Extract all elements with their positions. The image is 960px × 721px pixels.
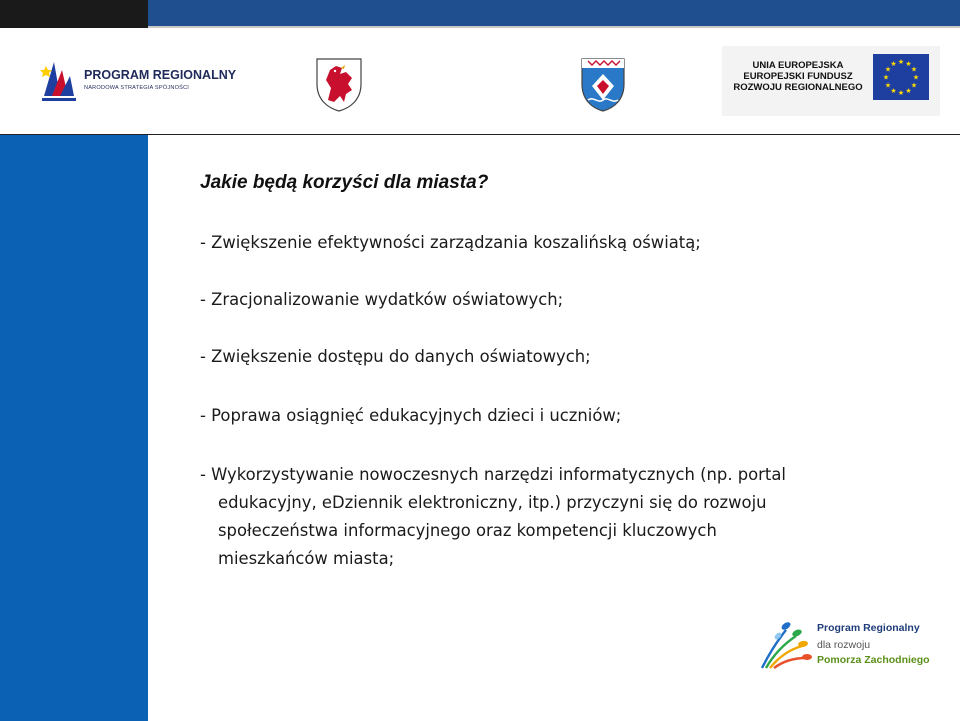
griffin-crest-icon — [314, 56, 364, 112]
svg-text:★: ★ — [884, 81, 892, 90]
top-strip — [148, 0, 960, 28]
eu-logo-line-1: UNIA EUROPEJSKA — [752, 60, 844, 71]
pomorze-wave-icon — [756, 612, 814, 672]
svg-text:★: ★ — [905, 60, 912, 68]
footer-logo-line-2: dla rozwoju — [817, 639, 871, 651]
svg-text:★: ★ — [912, 73, 920, 82]
benefit-item-5-line-1: - Wykorzystywanie nowoczesnych narzędzi informatycznych (np. portal — [200, 465, 786, 484]
eu-fund-logo — [722, 46, 940, 116]
svg-text:★: ★ — [890, 87, 897, 95]
eu-logo-line-3: ROZWOJU REGIONALNEGO — [733, 82, 863, 93]
slide-question: Jakie będą korzyści dla miasta? — [200, 172, 489, 193]
eu-flag-icon — [873, 54, 929, 100]
pomorze-zachodnie-logo — [756, 612, 956, 672]
benefit-item-4: - Poprawa osiągnięć edukacyjnych dzieci i uczniów; — [200, 406, 622, 425]
benefit-item-5 — [200, 461, 786, 573]
city-crest-icon — [580, 56, 626, 112]
eu-logo-line-2: EUROPEJSKI FUNDUSZ — [743, 71, 853, 82]
svg-text:★: ★ — [897, 58, 905, 66]
program-regionalny-logo — [40, 56, 240, 108]
footer-logo-line-3: Pomorza Zachodniego — [817, 654, 930, 666]
svg-text:★: ★ — [884, 65, 892, 74]
svg-text:★: ★ — [882, 73, 890, 82]
svg-text:★: ★ — [890, 60, 897, 68]
program-logo-subtitle: NARODOWA STRATEGIA SPÓJNOŚCI — [84, 85, 190, 91]
program-logo-title: PROGRAM REGIONALNY — [84, 68, 237, 82]
benefit-item-2: - Zracjonalizowanie wydatków oświatowych; — [200, 290, 564, 309]
griffin-coat-of-arms — [314, 56, 364, 117]
svg-text:★: ★ — [897, 89, 905, 97]
nss-logo-icon — [40, 56, 80, 108]
svg-text:★: ★ — [910, 65, 918, 74]
benefit-item-1: - Zwiększenie efektywności zarządzania koszalińską oświatą; — [200, 233, 701, 252]
svg-text:★: ★ — [910, 81, 918, 90]
footer-logo-line-1: Program Regionalny — [817, 622, 920, 634]
benefit-item-5-line-4: mieszkańców miasta; — [218, 549, 395, 568]
benefit-item-3: - Zwiększenie dostępu do danych oświatowych; — [200, 347, 591, 366]
benefit-item-5-line-3: społeczeństwa informacyjnego oraz kompetencji kluczowych — [218, 521, 717, 540]
koszalin-coat-of-arms — [580, 56, 626, 117]
benefit-item-5-line-2: edukacyjny, eDziennik elektroniczny, itp.) przyczyni się do rozwoju — [218, 493, 767, 512]
svg-text:★: ★ — [905, 87, 912, 95]
logo-header — [0, 28, 960, 135]
top-left-frame — [0, 0, 148, 28]
